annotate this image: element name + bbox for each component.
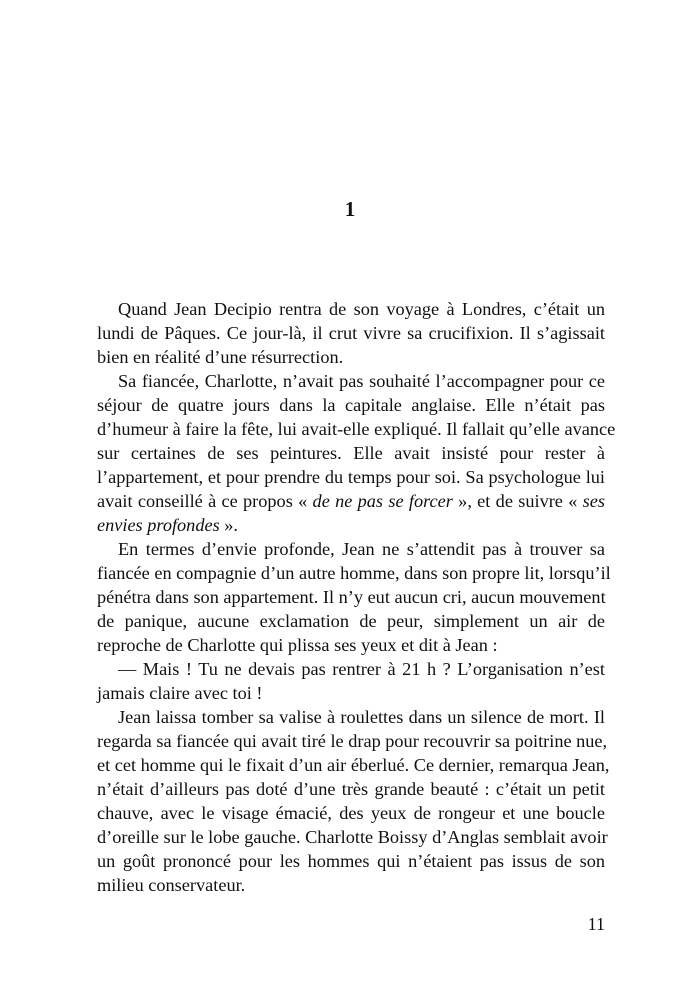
text-segment: Sa fiancée, Charlotte, n’avait pas souhaité l’accompagner pour ce: [118, 371, 605, 391]
text-line: [97, 609, 605, 633]
text-segment: jamais claire avec toi !: [97, 683, 263, 703]
text-line: [97, 297, 605, 321]
text-line: [97, 345, 605, 369]
text-line: [97, 321, 605, 345]
body-text: [97, 297, 616, 897]
text-line: [97, 561, 611, 585]
text-line: [97, 753, 610, 777]
text-line: [97, 873, 605, 897]
text-line: [97, 465, 605, 489]
text-line: [97, 489, 605, 513]
text-segment: sur certaines de ses peintures. Elle avait insisté pour rester à: [97, 443, 605, 463]
text-segment: n’était d’ailleurs pas doté d’une très grande beauté : c’était un petit: [97, 779, 605, 799]
text-segment: Quand Jean Decipio rentra de son voyage à Londres, c’était un: [118, 299, 605, 319]
text-segment: En termes d’envie profonde, Jean ne s’attendit pas à trouver sa: [118, 539, 605, 559]
text-segment: fiancée en compagnie d’un autre homme, dans son propre lit, lorsqu’il: [97, 563, 611, 583]
text-segment: milieu conservateur.: [97, 875, 246, 895]
page-number: 11: [587, 914, 605, 934]
text-segment: d’oreille sur le lobe gauche. Charlotte Boissy d’Anglas semblait avoir: [97, 827, 608, 847]
paragraph: [97, 537, 611, 657]
text-line: [97, 777, 605, 801]
paragraph: [97, 705, 610, 897]
italic-text: ses: [582, 491, 605, 511]
text-segment: Jean laissa tomber sa valise à roulettes dans un silence de mort. Il: [118, 707, 605, 727]
text-segment: et cet homme qui le fixait d’un air éberlué. Ce dernier, remarqua Jean,: [97, 755, 610, 775]
text-line: [97, 729, 608, 753]
italic-text: envies profondes: [97, 515, 220, 535]
italic-text: de ne pas se forcer: [312, 491, 453, 511]
text-segment: de panique, aucune exclamation de peur, simplement un air de: [97, 611, 605, 631]
text-segment: avait conseillé à ce propos «: [97, 491, 313, 511]
text-segment: chauve, avec le visage émacié, des yeux de rongeur et une boucle: [97, 803, 605, 823]
text-segment: pénétra dans son appartement. Il n’y eut aucun cri, aucun mouvement: [97, 587, 606, 607]
text-segment: lundi de Pâques. Ce jour-là, il crut vivre sa crucifixion. Il s’agissait: [97, 323, 605, 343]
text-line: [97, 633, 605, 657]
text-line: [97, 585, 605, 609]
text-line: [97, 681, 605, 705]
paragraph: [97, 657, 605, 705]
text-segment: reproche de Charlotte qui plissa ses yeux et dit à Jean :: [97, 635, 498, 655]
text-segment: », et de suivre «: [452, 491, 583, 511]
text-line: [97, 825, 608, 849]
text-line: [97, 705, 605, 729]
text-line: [97, 393, 605, 417]
chapter-number: 1: [344, 197, 356, 221]
text-line: [97, 801, 605, 825]
text-line: [97, 441, 605, 465]
text-line: [97, 417, 616, 441]
text-segment: regarda sa fiancée qui avait tiré le drap pour recouvrir sa poitrine nue,: [97, 731, 608, 751]
text-line: [97, 537, 605, 561]
text-line: [97, 657, 605, 681]
text-segment: d’humeur à faire la fête, lui avait-elle expliqué. Il fallait qu’elle avance: [97, 419, 616, 439]
paragraph: [97, 297, 605, 369]
text-segment: l’appartement, et pour prendre du temps pour soi. Sa psychologue lui: [97, 467, 605, 487]
text-segment: bien en réalité d’une résurrection.: [97, 347, 344, 367]
text-line: [97, 849, 605, 873]
text-segment: — Mais ! Tu ne devais pas rentrer à 21 h ? L’organisation n’est: [118, 659, 605, 679]
text-segment: séjour de quatre jours dans la capitale anglaise. Elle n’était pas: [97, 395, 605, 415]
text-segment: un goût prononcé pour les hommes qui n’étaient pas issus de son: [97, 851, 605, 871]
text-line: [97, 369, 605, 393]
paragraph: [97, 369, 616, 537]
text-segment: ».: [219, 515, 238, 535]
text-line: [97, 513, 605, 537]
